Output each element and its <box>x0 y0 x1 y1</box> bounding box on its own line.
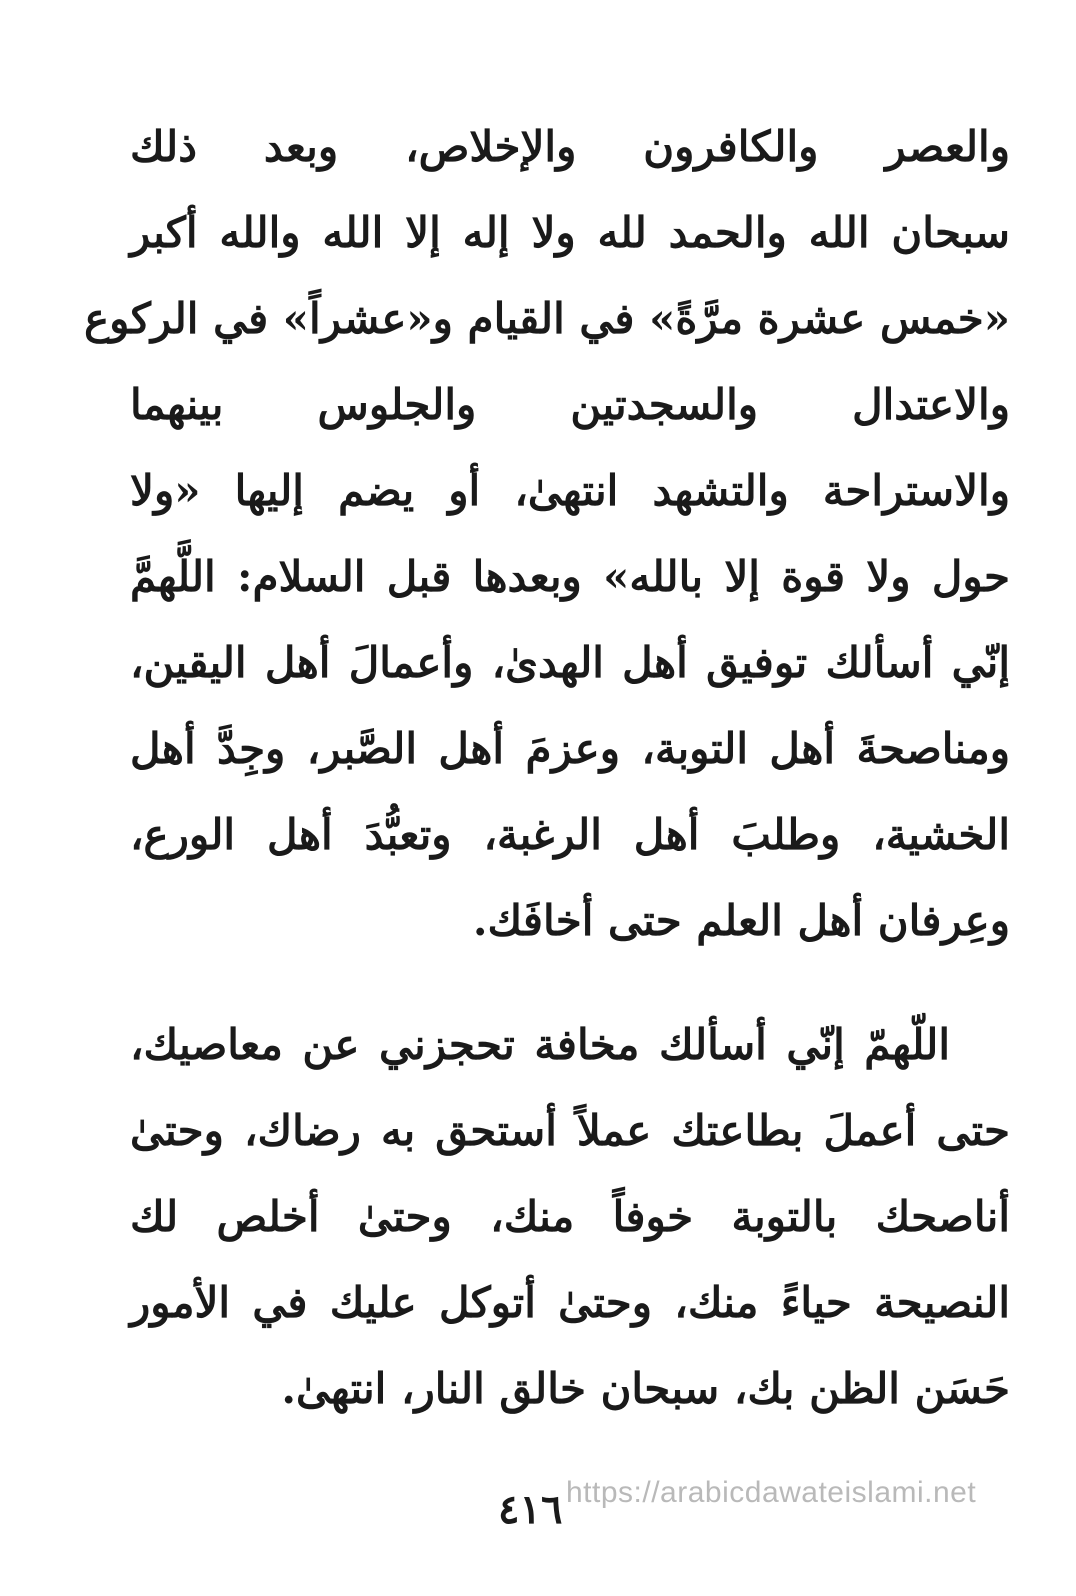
paragraph-2 <box>130 1002 1010 1432</box>
page-number: ٤١٦ <box>498 1486 563 1533</box>
paragraph-1 <box>84 104 1010 964</box>
text-line: الخشية، وطلبَ أهل الرغبة، وتعبُّدَ أهل الورع، <box>130 810 1010 859</box>
watermark-url: https://arabicdawateislami.net <box>566 1476 977 1509</box>
text-line: حتى أعملَ بطاعتك عملاً أستحق به رضاك، وحتىٰ <box>130 1106 1010 1155</box>
text-line: إنّي أسألك توفيق أهل الهدىٰ، وأعمالَ أهل اليقين، <box>130 638 1010 687</box>
text-line: والاستراحة والتشهد انتهىٰ، أو يضم إليها «ولا <box>130 466 1010 515</box>
text-line: والعصر والكافرون والإخلاص، وبعد ذلك <box>130 122 1010 171</box>
page-footer <box>0 1468 1076 1558</box>
text-line: ومناصحةَ أهل التوبة، وعزمَ أهل الصَّبر، وجِدَّ أهل <box>130 724 1010 773</box>
text-line: حول ولا قوة إلا بالله» وبعدها قبل السلام: اللَّهمَّ <box>130 552 1010 601</box>
text-line: والاعتدال والسجدتين والجلوس بينهما <box>130 380 1010 429</box>
text-line: اللّهمّ إنّي أسألك مخافة تحجزني عن معاصيك، <box>130 1020 950 1069</box>
text-line: وعِرفان أهل العلم حتى أخافَك. <box>472 896 1010 945</box>
text-line: حَسَن الظن بك، سبحان خالق النار، انتهىٰ. <box>281 1364 1010 1413</box>
text-line: النصيحة حياءً منك، وحتىٰ أتوكل عليك في الأمور <box>130 1278 1010 1327</box>
text-line: سبحان الله والحمد لله ولا إله إلا الله والله أكبر <box>130 208 1010 257</box>
text-line: أناصحك بالتوبة خوفاً منك، وحتىٰ أخلص لك <box>130 1192 1010 1241</box>
text-line: «خمس عشرة مرَّةً» في القيام و«عشراً» في الركوع <box>84 294 1010 343</box>
